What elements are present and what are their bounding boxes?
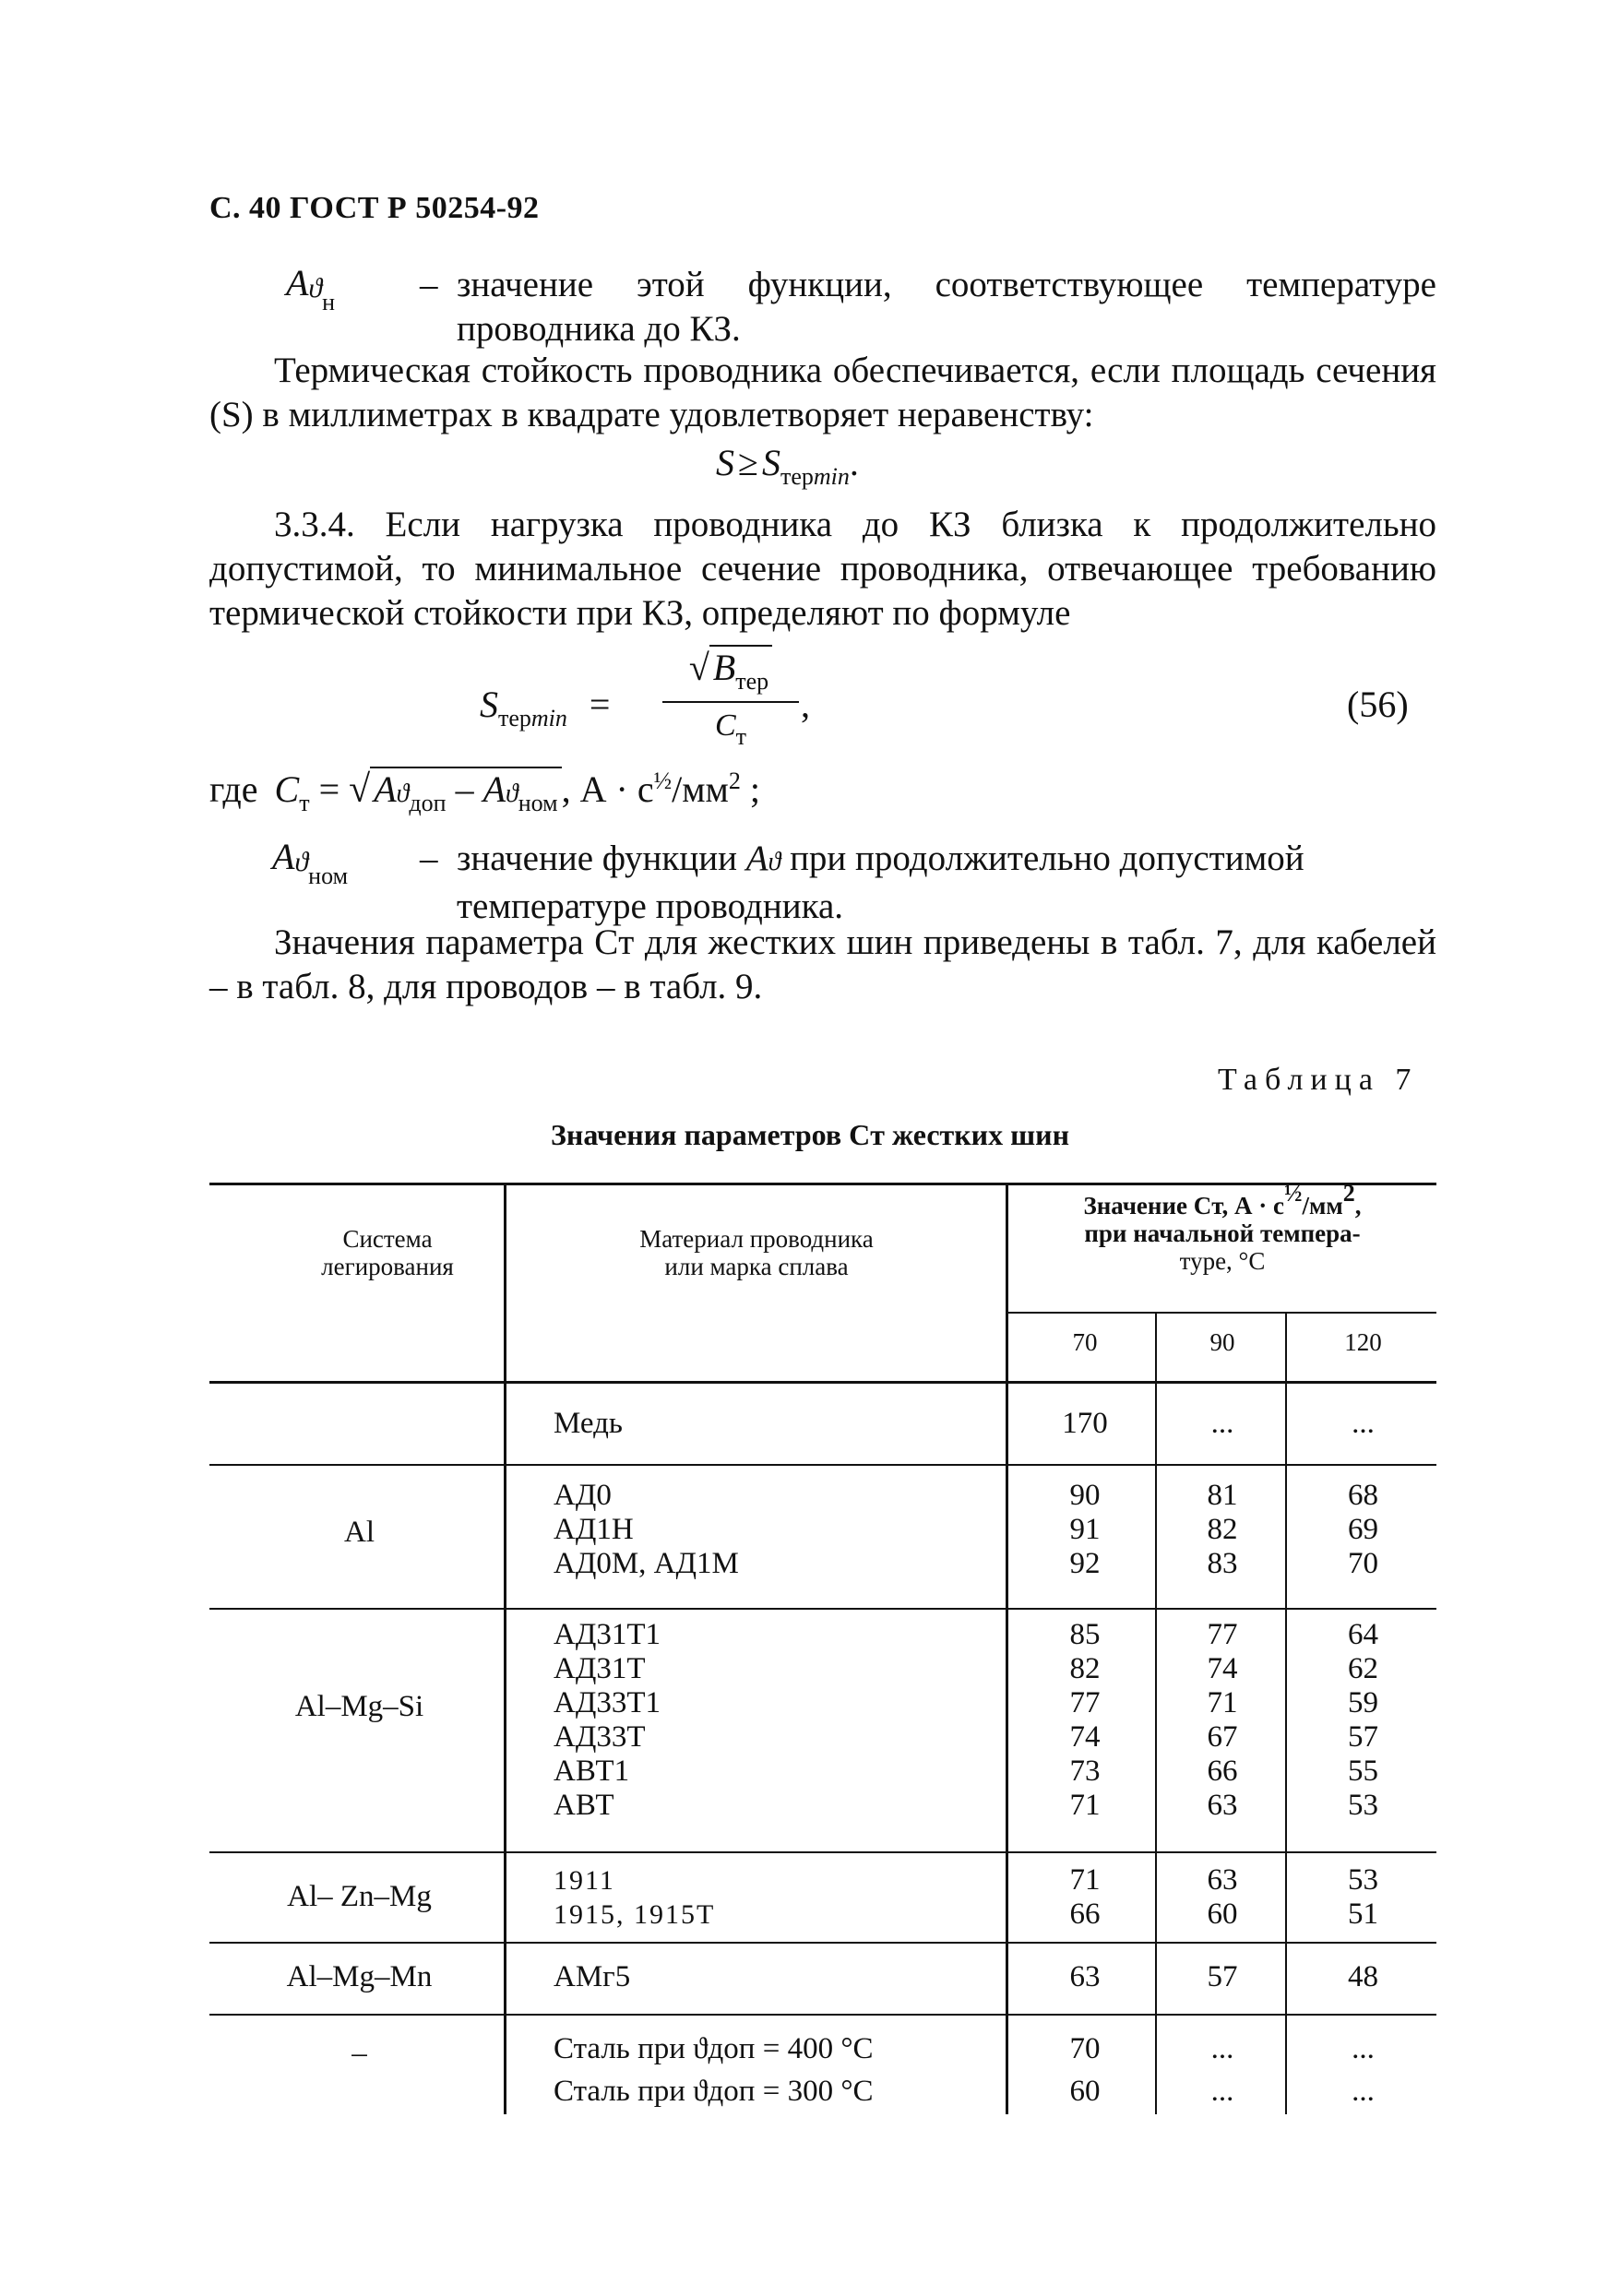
definition-text-2: значение функции Aϑ при продолжительно допустимой температуре проводника.	[457, 839, 1304, 926]
definition-dash-2: –	[420, 839, 438, 878]
table-col-divider	[1285, 1312, 1287, 2114]
table-rule-row	[209, 1464, 1436, 1466]
table-rule-row	[209, 1942, 1436, 1944]
formula-56-denominator: $C_т$	[714, 708, 747, 750]
row-material: АД0 АД1Н АД0М, АД1М	[554, 1479, 739, 1580]
table-rule-header-bottom	[209, 1381, 1436, 1384]
row-value-90: ...	[1210, 1407, 1234, 1440]
header-temp-70: 70	[1072, 1328, 1098, 1356]
row-value-70: 63	[1069, 1960, 1101, 1993]
inequality-formula: $S \ge S_{терmin}$.	[716, 442, 859, 490]
definition-term-a-theta-n: $Aϑ_н$	[286, 262, 336, 315]
table-rule-row	[209, 2014, 1436, 2016]
formula-number-56: (56)	[1347, 684, 1409, 725]
row-value-70: 70 60	[1069, 2032, 1101, 2108]
row-value-120: 68 69 70	[1348, 1479, 1378, 1580]
table-caption: Таблица 7	[1218, 1063, 1419, 1097]
formula-56-numerator: √ $B_{тер}$	[662, 646, 799, 689]
paragraph-thermal-stability: Термическая стойкость проводника обеспечивается, если площадь сечения (S) в миллиметрах в квадрате удовлетворяет неравенству:	[209, 351, 1436, 434]
row-material: АД31Т1 АД31Т АД33Т1 АД33Т АВТ1 АВТ	[554, 1618, 661, 1822]
table-col-divider	[1155, 1312, 1157, 2114]
row-system: Al	[344, 1516, 375, 1549]
header-material: Материал проводника или марка сплава	[639, 1225, 874, 1280]
row-material: 1911 1915, 1915Т	[554, 1865, 716, 1930]
formula-56-lhs: $S_{терmin}$ =	[480, 684, 611, 732]
row-value-90: 81 82 83	[1207, 1479, 1238, 1580]
row-value-70: 85 82 77 74 73 71	[1069, 1618, 1101, 1822]
row-value-90: ... ...	[1210, 2032, 1234, 2108]
term-symbol: A	[286, 262, 309, 303]
where-formula: где $C_т$ = √ $Aϑ_{доп} - Aϑ_{ном}$ , $А \cdot с^{\frac{1}{2}}/мм^2$ ;	[209, 767, 760, 816]
row-value-90: 57	[1207, 1960, 1238, 1993]
row-material: Сталь при ϑдоп = 400 °С Сталь при ϑдоп = 300 °С	[554, 2032, 874, 2108]
row-system: –	[351, 2037, 367, 2070]
row-value-120: 48	[1348, 1960, 1378, 1993]
table-title: Значения параметров Cт жестких шин	[551, 1118, 1069, 1151]
row-value-70: 170	[1062, 1407, 1108, 1440]
header-system: Система легирования	[321, 1225, 454, 1280]
row-value-120: 53 51	[1348, 1863, 1378, 1931]
table-rule-header-sub	[1006, 1312, 1436, 1314]
row-value-90: 63 60	[1207, 1863, 1238, 1931]
table-rule-row	[209, 1851, 1436, 1853]
table-rule-top	[209, 1183, 1436, 1185]
definition-term-a-theta-nom: $Aϑ_{ном}$	[272, 836, 349, 889]
page-header: С. 40 ГОСТ Р 50254-92	[209, 191, 540, 225]
header-temp-90: 90	[1209, 1328, 1235, 1356]
header-value: Значение Cт, $А \cdot с^{\frac{1}{2}}/мм^2$, при начальной темпера- туре, °С	[1083, 1180, 1362, 1275]
row-value-120: 64 62 59 57 55 53	[1348, 1618, 1378, 1822]
row-value-120: ... ...	[1352, 2032, 1375, 2108]
row-system: Al–Mg–Mn	[286, 1960, 433, 1993]
row-material: АМг5	[554, 1960, 631, 1993]
row-value-90: 77 74 71 67 66 63	[1207, 1618, 1238, 1822]
fraction-bar	[662, 701, 799, 703]
row-value-70: 71 66	[1069, 1863, 1101, 1931]
table-rule-row	[209, 1608, 1436, 1610]
definition-dash: –	[420, 265, 438, 304]
row-system: Al– Zn–Mg	[287, 1880, 432, 1913]
row-system: Al–Mg–Si	[294, 1690, 424, 1723]
paragraph-ct-values: Значения параметра Cт для жестких шин приведены в табл. 7, для кабелей – в табл. 8, для проводов – в табл. 9.	[209, 922, 1436, 1006]
paragraph-3-3-4: 3.3.4. Если нагрузка проводника до КЗ близка к продолжительно допустимой, то минимальное сечение проводника, отвечающее требованию термической стойкости при КЗ, определяют по формуле	[209, 505, 1436, 633]
header-temp-120: 120	[1344, 1328, 1382, 1356]
table-col-divider	[1006, 1183, 1008, 2114]
row-material: Медь	[554, 1407, 623, 1440]
term-subscript: н	[322, 289, 336, 315]
row-value-70: 90 91 92	[1069, 1479, 1101, 1580]
definition-text-1: значение этой функции, соответствующее температуре проводника до КЗ.	[457, 265, 1436, 349]
row-value-120: ...	[1352, 1407, 1375, 1440]
formula-56-comma: ,	[801, 684, 810, 725]
